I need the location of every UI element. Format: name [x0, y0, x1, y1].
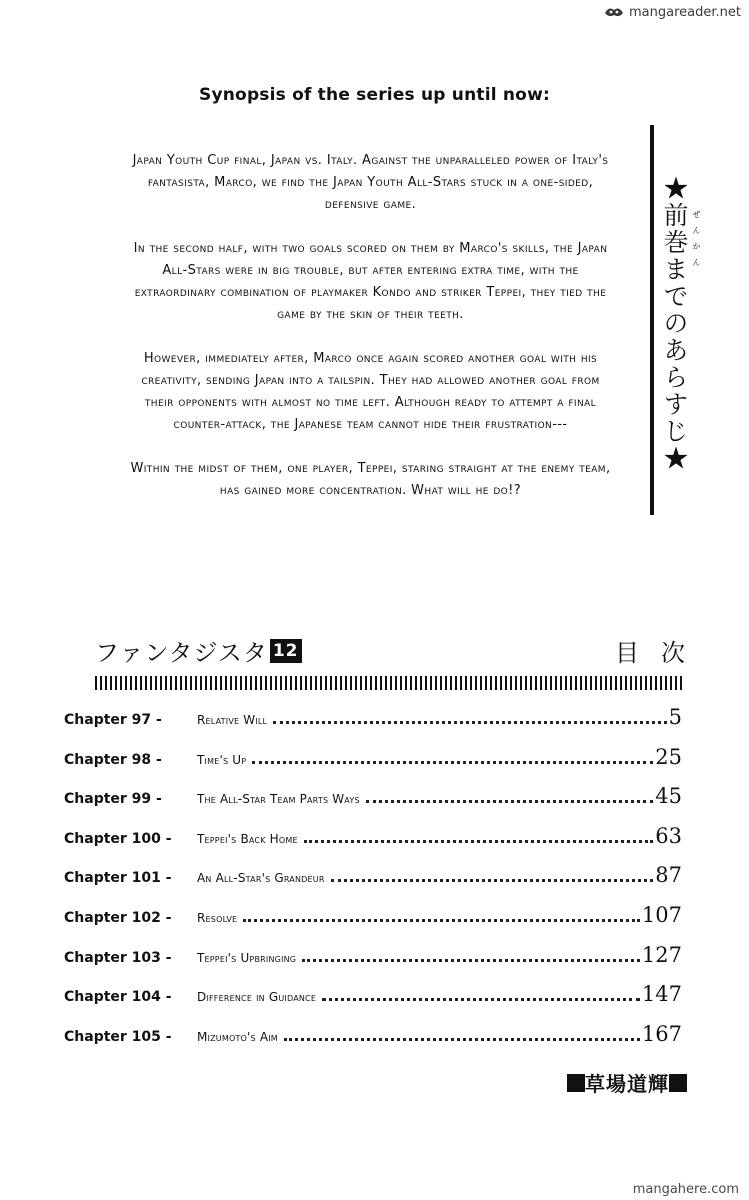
square-bullet-icon [669, 1074, 687, 1092]
chapter-page: 63 [655, 823, 682, 848]
chapter-number: Chapter 101 - [64, 870, 172, 887]
chapter-title: Teppei's Back Home [197, 831, 298, 846]
chapter-title: Resolve [197, 910, 238, 925]
dot-leader [302, 959, 640, 962]
toc-row [64, 705, 682, 745]
dot-leader [284, 1038, 640, 1041]
dot-leader [252, 761, 653, 764]
chapter-page: 167 [641, 1021, 682, 1046]
synopsis-title: Synopsis of the series up until now: [199, 85, 550, 105]
chapter-title: Relative Will [197, 713, 268, 727]
watermark-bottom: mangahere.com [632, 1182, 739, 1197]
series-title-text: ファンタジスタ [95, 639, 268, 667]
author-name: 草場道輝 [585, 1072, 669, 1096]
toc-row [64, 824, 682, 864]
dot-leader [304, 840, 654, 843]
dot-leader [243, 919, 640, 922]
toc-row [64, 784, 682, 824]
toc-row [64, 1022, 682, 1062]
toc-row [64, 863, 682, 903]
chapter-number: Chapter 103 - [64, 949, 172, 966]
chapter-page: 45 [655, 784, 682, 809]
synopsis-body [128, 150, 613, 524]
chapter-number: Chapter 105 - [64, 1028, 172, 1045]
furigana: ぜんかん [692, 210, 701, 274]
toc-row [64, 943, 682, 983]
dot-leader [322, 998, 640, 1001]
series-title [95, 633, 302, 668]
chapter-title: Mizumoto's Aim [197, 1029, 278, 1044]
table-of-contents [64, 705, 682, 1061]
vertical-synopsis-heading [660, 175, 701, 472]
chapter-number: Chapter 99 - [64, 791, 162, 808]
toc-row [64, 982, 682, 1022]
chapter-number: Chapter 102 - [64, 909, 172, 926]
dot-leader [366, 800, 654, 803]
chapter-page: 5 [668, 705, 682, 729]
chapter-title: Teppei's Upbringing [197, 950, 297, 965]
contents-label: 目次 [615, 639, 707, 667]
chapter-title: Time's Up [197, 752, 247, 767]
volume-number-badge: 12 [270, 639, 302, 663]
synopsis-paragraph: However, immediately after, Marco once again scored another goal with his creativity, sending Japan into a tailspin. They had allowed another goal from their opponents with almost no time left. Although ready to attempt a final counter-attack, the Japanese team cannot hide their frustration--- [141, 351, 600, 432]
toc-row [64, 745, 682, 785]
synopsis-paragraph: In the second half, with two goals scored on them by Marco's skills, the Japan All-Stars were in big trouble, but after entering extra time, with the extraordinary combination of playmaker Kondo and striker Teppei, they tied the game by the skin of their teeth. [133, 241, 608, 322]
chapter-page: 25 [655, 744, 682, 769]
chapter-number: Chapter 97 - [64, 712, 162, 728]
dot-leader [273, 721, 666, 724]
decorative-ruler [95, 676, 683, 690]
watermark-top [603, 4, 741, 20]
chapter-title: An All-Star's Grandeur [197, 871, 325, 886]
dot-leader [331, 879, 654, 882]
square-bullet-icon [567, 1074, 585, 1092]
chapter-number: Chapter 100 - [64, 830, 172, 847]
mangareader-logo-icon [603, 4, 625, 20]
chapter-title: Difference in Guidance [197, 990, 317, 1005]
vertical-heading-text: ★前巻までのあらすじ★ [660, 175, 689, 472]
chapter-title: The All-Star Team Parts Ways [197, 792, 360, 807]
chapter-page: 107 [641, 902, 682, 927]
synopsis-paragraph: Japan Youth Cup final, Japan vs. Italy. Against the unparalleled power of Italy's fantasista, Marco, we find the Japan Youth All-Stars stuck in a one-sided, defensive game. [132, 153, 609, 212]
chapter-number: Chapter 98 - [64, 751, 162, 768]
chapter-page: 87 [655, 863, 682, 888]
chapter-page: 127 [641, 942, 682, 967]
vertical-divider [650, 125, 654, 515]
toc-header [95, 633, 707, 669]
chapter-page: 147 [641, 982, 682, 1007]
watermark-top-text: mangareader.net [629, 4, 741, 20]
author-credit [567, 1068, 687, 1097]
chapter-number: Chapter 104 - [64, 989, 172, 1006]
toc-row [64, 903, 682, 943]
synopsis-paragraph: Within the midst of them, one player, Teppei, staring straight at the enemy team, has gained more concentration. What will he do!? [130, 461, 611, 498]
